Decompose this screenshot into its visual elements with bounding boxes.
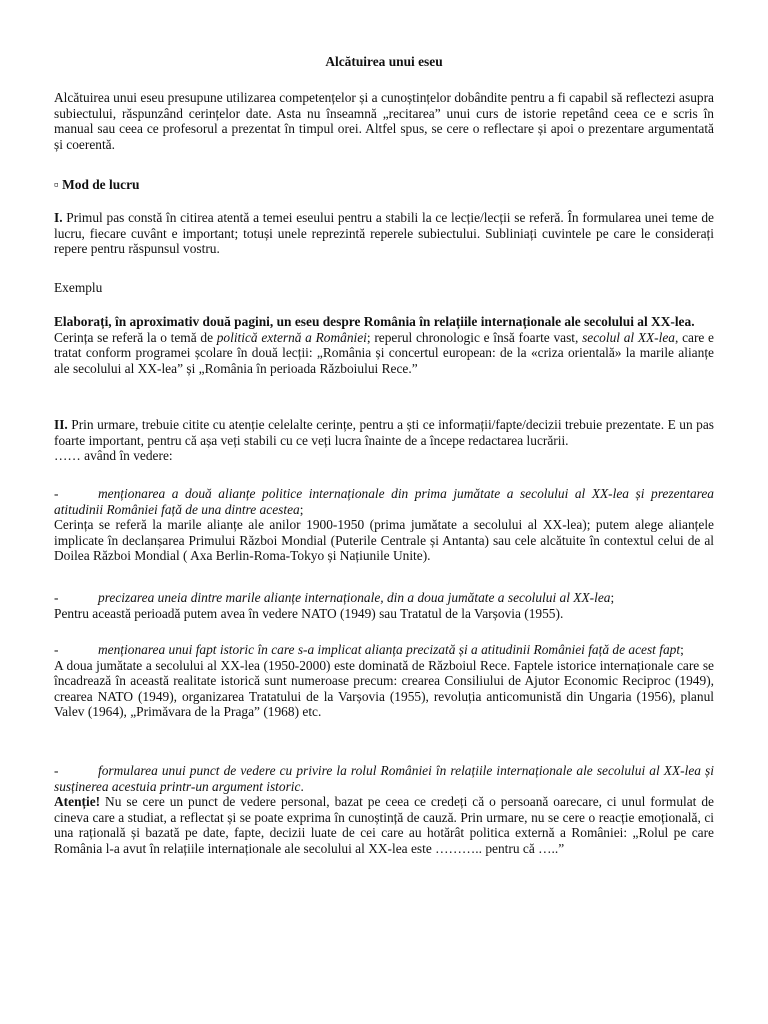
- requirement-two-tail: ;: [610, 590, 615, 605]
- method-heading: [54, 177, 714, 193]
- requirement-four-tail: .: [300, 778, 304, 794]
- example-text-1: Cerința se referă la o temă de: [54, 329, 217, 345]
- step-one-text: Primul pas constă în citirea atentă a temei eseului pentru a stabili la ce lecție/lecții se referă. În formularea unei teme de lucru, fiecare cuvânt e important; totuși unele reprezintă reperele subiectului. Subliniați cuvintele pe care le considerați repere pentru răspunsul vostru.: [54, 210, 714, 257]
- requirement-dash: -: [54, 763, 59, 778]
- step-two-paragraph: [54, 417, 714, 464]
- requirement-four-body: Nu se cere un punct de vedere personal, bazat pe ceea ce credeți că o persoană oarecare, ci unul formulat de cineva care a studiat, a reflectat și se poate exprima în cunoștință de cauză. Prin urmare, nu se cere o reacție emoțională, ci una rațională și bazată pe date, fapte, decizii luate de cei care au hotărât politica externă a României: „Rolul pe care România l-a avut în relațiile internaționale ale secolului al XX-lea este ……….. pentru că …..”: [54, 794, 714, 856]
- requirement-four-text: formularea unui punct de vedere cu privire la rolul României în relațiile internaționale ale secolului al XX-lea și susținerea acestuia printr-un argument istoric: [54, 763, 714, 794]
- requirement-three-text: menționarea unui fapt istoric în care s-a implicat alianța precizată și a atitudinii României față de acest fapt: [98, 642, 681, 657]
- requirement-three-tail: ;: [680, 642, 684, 657]
- requirement-two: [54, 590, 714, 621]
- example-task: Elaborați, în aproximativ două pagini, un eseu despre România în relațiile internaționale ale secolului al XX-lea.: [54, 314, 695, 329]
- example-italic-1: politică externă a României: [216, 329, 367, 345]
- step-two-text: Prin urmare, trebuie citite cu atenție celelalte cerințe, pentru a ști ce informații/fapte/decizii trebuie prezentate. E un pas foarte important, pentru că așa veți stabili cu ce veți lucra înainte de a începe redactarea lucrării.: [54, 417, 714, 448]
- requirement-dash: -: [54, 486, 59, 501]
- requirement-one-text: menționarea a două alianțe politice internaționale din prima jumătate a secolului al XX-lea și prezentarea atitudinii României față de una dintre acestea: [54, 486, 714, 517]
- example-italic-2: secolul al XX-lea: [582, 329, 676, 345]
- step-one-paragraph: [54, 210, 714, 257]
- bullet-icon: ▫: [54, 177, 59, 192]
- requirement-two-body: Pentru această perioadă putem avea în vedere NATO (1949) sau Tratatul de la Varșovia (1955).: [54, 605, 564, 621]
- requirement-dash: -: [54, 642, 59, 657]
- requirement-one: [54, 486, 714, 564]
- example-text-2: ; reperul chronologic e însă foarte vast,: [366, 329, 583, 345]
- requirement-one-body: Cerința se referă la marile alianțe ale anilor 1900-1950 (prima jumătate a secolului al XX-lea); putem alege alianțele implicate în declanșarea Primului Război Mondial (Puterile Centrale și Antanta) sau cele alcătuite în contextul celui de al Doilea Război Mondial ( Axa Berlin-Roma-Tokyo și Națiunile Unite).: [54, 517, 714, 564]
- example-paragraph: [54, 314, 714, 376]
- attention-label: Atenție!: [54, 794, 101, 810]
- example-text-3: , care e tratat conform programei școlare în două lecții: „România și concertul european: de la «criza orientală» la marile alianțe ale secolului al XX-lea” și „România în perioada Războiului Rece.”: [54, 329, 715, 376]
- requirement-one-tail: ;: [299, 501, 304, 517]
- requirement-three: [54, 642, 714, 720]
- requirement-three-body: A doua jumătate a secolului al XX-lea (1950-2000) este dominată de Războiul Rece. Faptele istorice internaționale care se încadrează în această realitate istorică sunt numeroase precum: crearea Consiliului de Ajutor Economic Reciproc (1949), crearea NATO (1949), organizarea Tratatului de la Varșovia (1955), revoluția anticomunistă din Ungaria (1956), planul Valev (1964), „Primăvara de la Praga” (1968) etc.: [54, 657, 714, 720]
- step-two-number: II.: [54, 417, 68, 432]
- considering-line: …… având în vedere:: [54, 448, 173, 464]
- requirement-dash: -: [54, 590, 59, 605]
- document-title: Alcătuirea unui eseu: [325, 54, 443, 69]
- intro-paragraph: Alcătuirea unui eseu presupune utilizarea competențelor și a cunoștințelor dobândite pentru a fi capabil să reflectezi asupra subiectului, răspunzând cerințelor date. Asta nu înseamnă „recitarea” unui curs de istorie repetând ceea ce e scris în manual sau ceea ce profesorul a prezentat în timpul orei. Altfel spus, se cere o reflectare și apoi o prezentare argumentată și coerentă.: [54, 90, 714, 152]
- step-one-number: I.: [54, 210, 63, 225]
- example-label: Exemplu: [54, 280, 103, 295]
- requirement-two-text: precizarea uneia dintre marile alianțe internaționale, din a doua jumătate a secolului al XX-lea: [98, 590, 611, 605]
- requirement-four: [54, 763, 714, 857]
- method-heading-text: Mod de lucru: [62, 177, 140, 192]
